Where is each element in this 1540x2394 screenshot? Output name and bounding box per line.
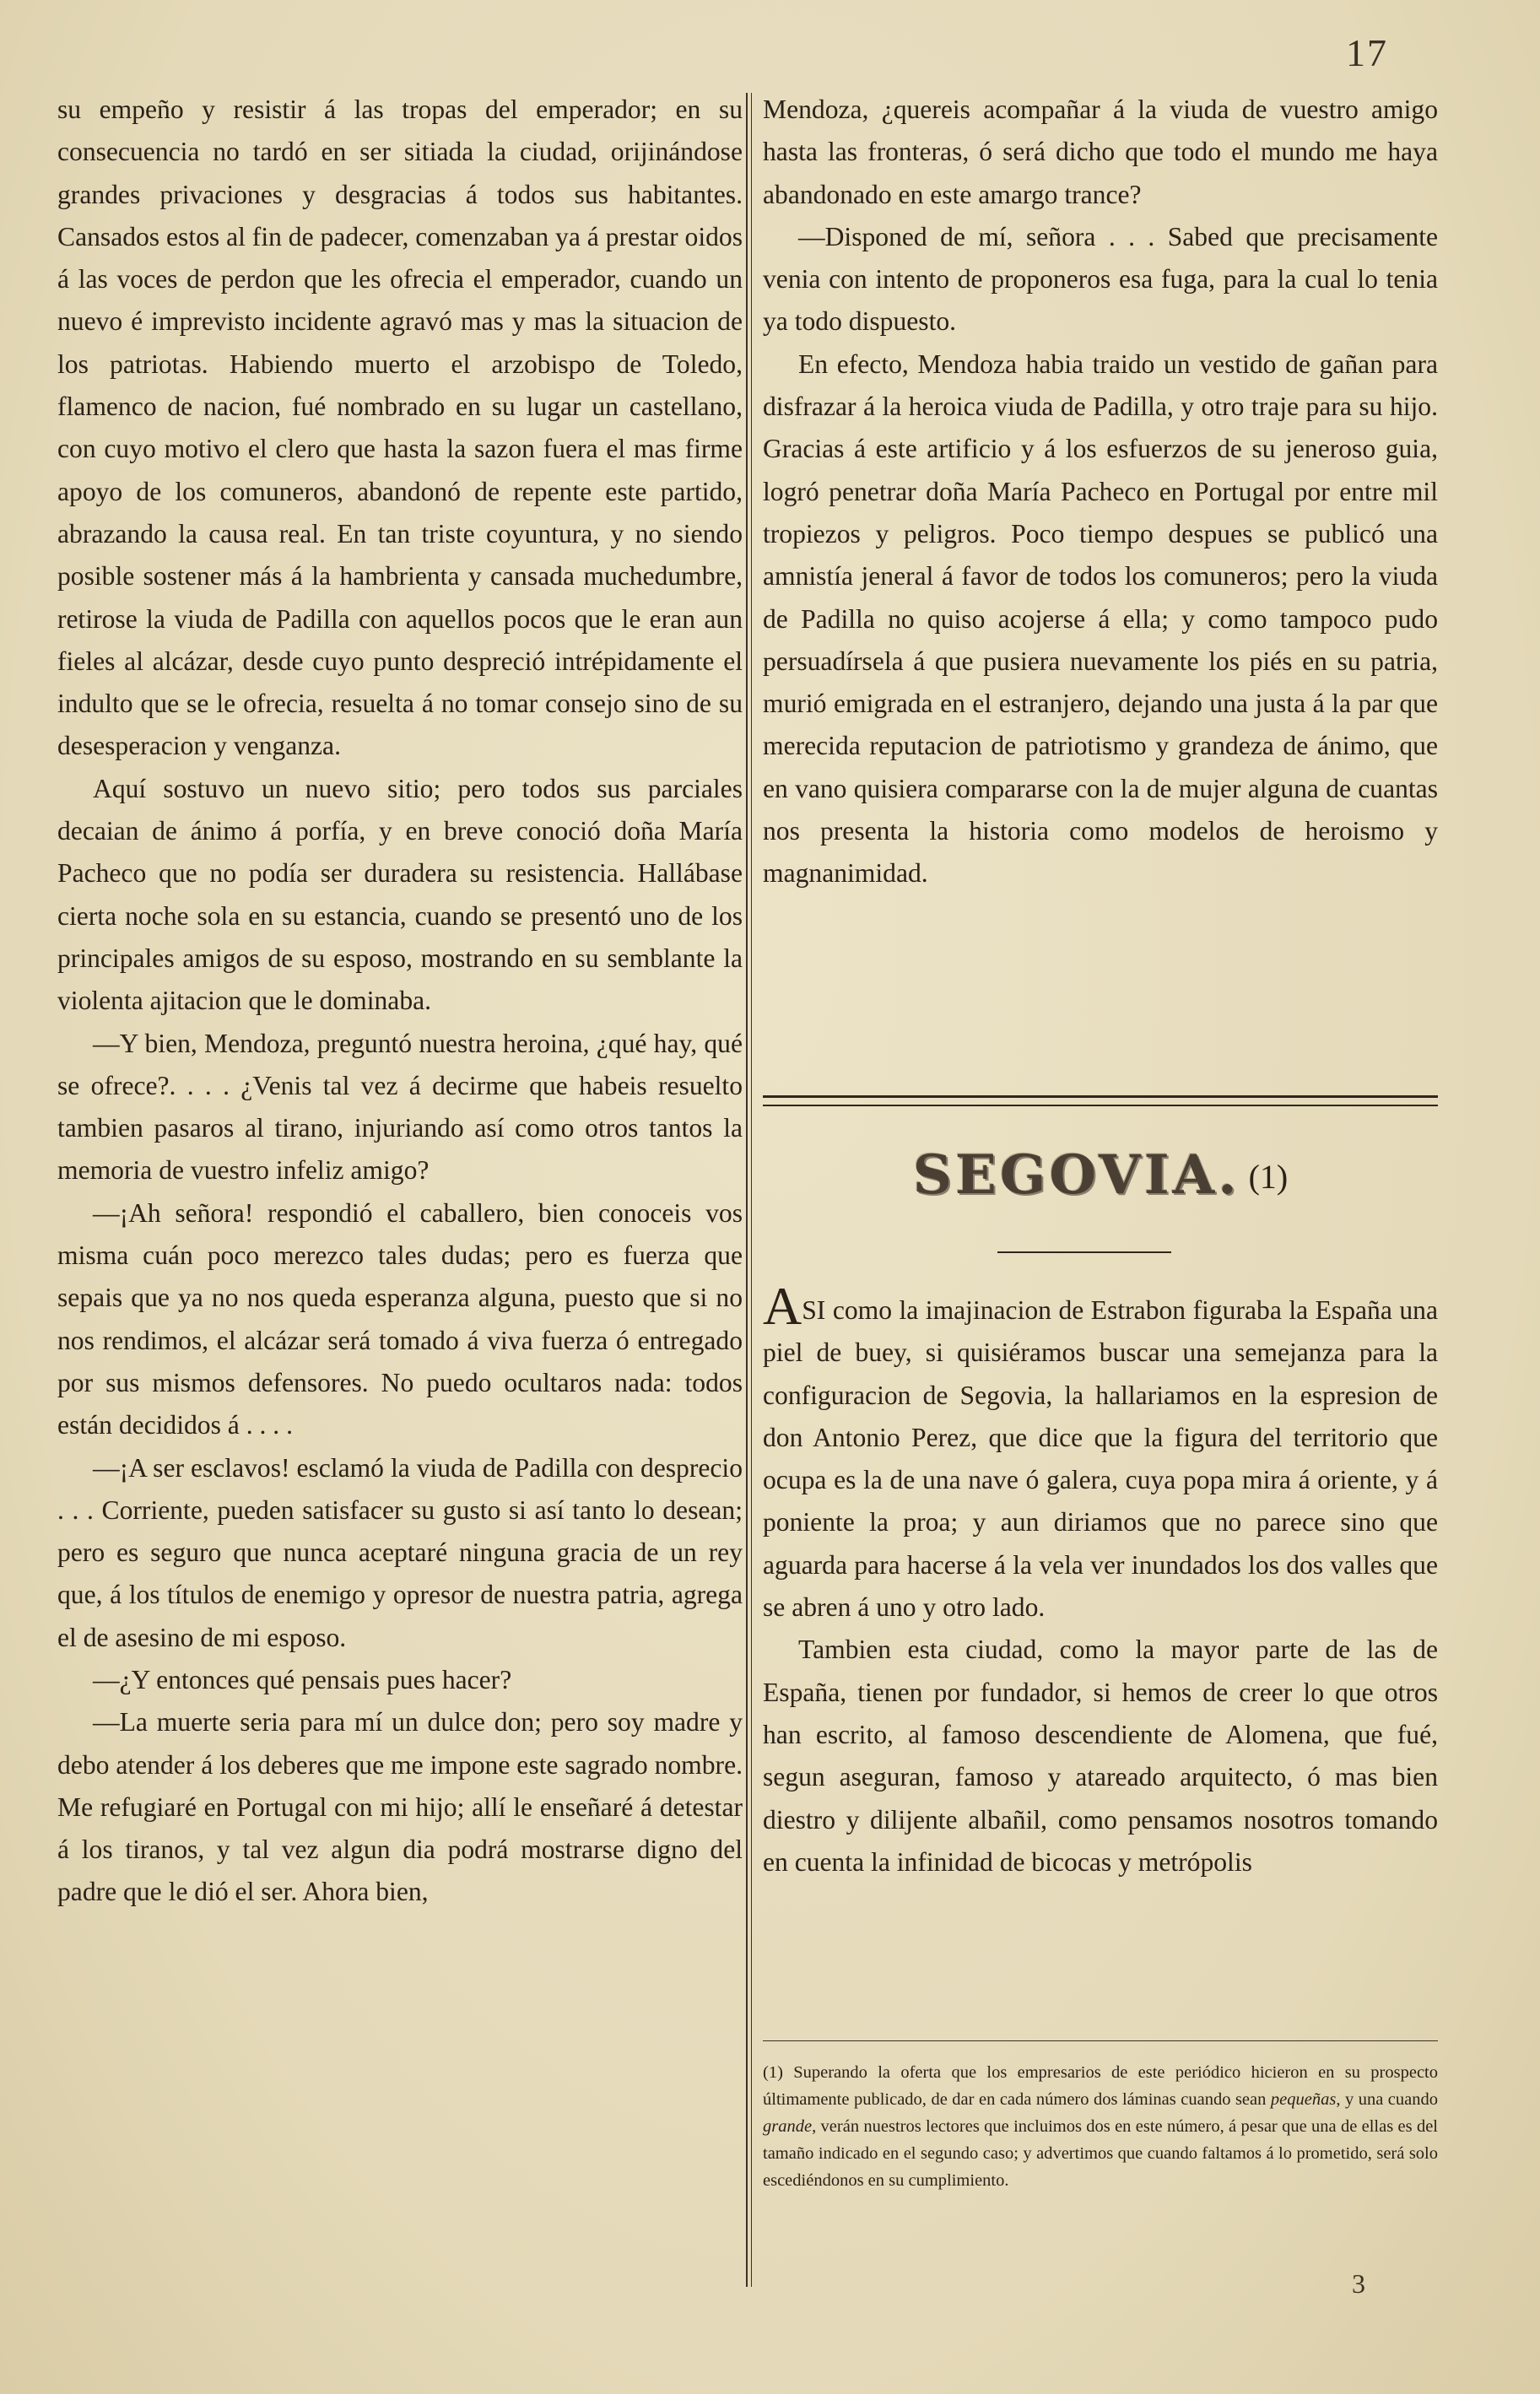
footnote-emphasis: grande: [763, 2117, 813, 2136]
paragraph: —¡Ah señora! respondió el caballero, bien conoceis vos misma cuán poco merezco tales dudas; pero es fuerza que sepais que ya no nos queda esperanza alguna, puesto que si no nos rendimos, el alcázar será tomado á viva fuerza ó entregado por sus mismos defensores. No puedo ocultaros nada: todos están decididos á . . . .: [57, 1197, 743, 1440]
title-underline: [997, 1251, 1171, 1253]
left-column: [57, 89, 743, 1914]
page-number: 17: [1346, 31, 1388, 74]
paragraph: —¿Y entonces qué pensais pues hacer?: [93, 1664, 512, 1694]
paragraph: —La muerte seria para mí un dulce don; pero soy madre y debo atender á los deberes que me impone este sagrado nombre. Me refugiaré en Portugal con mi hijo; allí le enseñaré á detestar á los tiranos, y tal vez algun dia podrá mostrarse digno del padre que le dió el ser. Ahora bien,: [57, 1707, 743, 1907]
drop-cap: A: [763, 1276, 802, 1336]
signature-mark: 3: [1352, 2268, 1365, 2299]
paragraph: —¡A ser esclavos! esclamó la viuda de Padilla con desprecio . . . Corriente, pueden satisfacer su gusto si así tanto lo desean; pero es seguro que nunca aceptaré ninguna gracia de un rey que, á los títulos de enemigo y opresor de nuestra patria, agrega el de asesino de mi esposo.: [57, 1452, 743, 1652]
column-divider: [746, 93, 748, 2287]
small-caps-lead: SI: [802, 1295, 826, 1325]
column-divider: [751, 93, 752, 2287]
section-title: SEGOVIA.: [912, 1143, 1240, 1207]
right-column: [763, 89, 1438, 895]
paragraph: Aquí sostuvo un nuevo sitio; pero todos sus parciales decaian de ánimo á porfía, y en breve conoció doña María Pacheco que no podía ser duradera su resistencia. Hallábase cierta noche sola en su estancia, cuando se presentó uno de los principales amigos de su esposo, mostrando en su semblante la violenta ajitacion que le dominaba.: [57, 773, 743, 1016]
paragraph: —Disponed de mí, señora . . . Sabed que precisamente venia con intento de proponeros esa fuga, para la cual lo tenia ya todo dispuesto.: [763, 221, 1438, 337]
paragraph: su empeño y resistir á las tropas del emperador; en su consecuencia no tardó en ser sitiada la ciudad, orijinándose grandes privaciones y desgracias á todos sus habitantes. Cansados estos al fin de padecer, comenzaban ya á prestar oidos á las voces de perdon que les ofrecia el emperador, cuando un nuevo é imprevisto incidente agravó mas y mas la situacion de los patriotas. Habiendo muerto el arzobispo de Toledo, flamenco de nacion, fué nombrado en su lugar un castellano, con cuyo motivo el clero que hasta la sazon fuera el mas firme apoyo de los comuneros, abandonó de repente este partido, abrazando la causa real. En tan triste coyuntura, y no siendo posible sostener más á la hambrienta y cansada muchedumbre, retirose la viuda de Padilla con aquellos pocos que le eran aun fieles al alcázar, desde cuyo punto despreció intrépidamente el indulto que se le ofrecia, resuelta á no tomar consejo sino de su desesperacion y venganza.: [57, 95, 743, 761]
footnote: [763, 2059, 1438, 2194]
section-body: [763, 1276, 1438, 1883]
footnote-reference: (1): [1248, 1158, 1289, 1196]
paragraph: Mendoza, ¿quereis acompañar á la viuda de vuestro amigo hasta las fronteras, ó será dicho que todo el mundo me haya abandonado en este amargo trance?: [763, 95, 1438, 209]
paragraph: —Y bien, Mendoza, preguntó nuestra heroina, ¿qué hay, qué se ofrece?. . . . ¿Venis tal vez á decirme que habeis resuelto tambien pasaros al tirano, injuriando así como otros tantos la memoria de vuestro infeliz amigo?: [57, 1028, 743, 1186]
footnote-emphasis: pequeñas: [1270, 2090, 1337, 2109]
footnote-marker: (1): [763, 2063, 783, 2082]
paragraph: En efecto, Mendoza habia traido un vestido de gañan para disfrazar á la heroica viuda de Padilla, y otro traje para su hijo. Gracias á este artificio y á los esfuerzos de su jeneroso guia, logró penetrar doña María Pacheco en Portugal por entre mil tropiezos y peligros. Poco tiempo despues se publicó una amnistía jeneral á favor de todos los comuneros; pero la viuda de Padilla no quiso acojerse á ella; y como tampoco pudo persuadírsela á que pusiera nuevamente los piés en su patria, murió emigrada en el estranjero, dejando una justa á la par que merecida reputacion de patriotismo y grandeza de ánimo, que en vano quisiera compararse con la de mujer alguna de cuantas nos presenta la historia como modelos de heroismo y magnanimidad.: [763, 349, 1438, 889]
footnote-text: Superando la oferta que los empresarios de este periódico hicieron en su prospecto últimamente publicado, de dar en cada número dos láminas cuando sean: [763, 2063, 1438, 2109]
footnote-text: , verán nuestros lectores que incluimos dos en este número, á pesar que una de ellas es del tamaño indicado en el segundo caso; y advertimos que cuando faltamos á lo prometido, será solo escediéndonos en su cumplimiento.: [763, 2117, 1438, 2190]
paragraph: [763, 1276, 1438, 1629]
section-rule: [763, 1095, 1438, 1106]
footnote-rule: [763, 2040, 1438, 2041]
footnote-text: , y una cuando: [1336, 2090, 1438, 2109]
section-heading: [763, 1143, 1438, 1207]
paragraph: Tambien esta ciudad, como la mayor parte de las de España, tienen por fundador, si hemos de creer lo que otros han escrito, al famoso descendiente de Alomena, que fué, segun aseguran, famoso y atareado arquitecto, ó mas bien diestro y dilijente albañil, como pensamos nosotros tomando en cuenta la infinidad de bicocas y metrópolis: [763, 1635, 1438, 1877]
paragraph-text: como la imajinacion de Estrabon figuraba la España una piel de buey, si quisiéramos buscar una semejanza para la configuracion de Segovia, la hallariamos en la espresion de don Antonio Perez, que dice que la figura del territorio que ocupa es la de una nave ó galera, cuya popa mira á oriente, y á poniente la proa; y aun diriamos que no parece sino que aguarda para hacerse á la vela ver inundados los dos valles que se abren á uno y otro lado.: [763, 1295, 1438, 1623]
